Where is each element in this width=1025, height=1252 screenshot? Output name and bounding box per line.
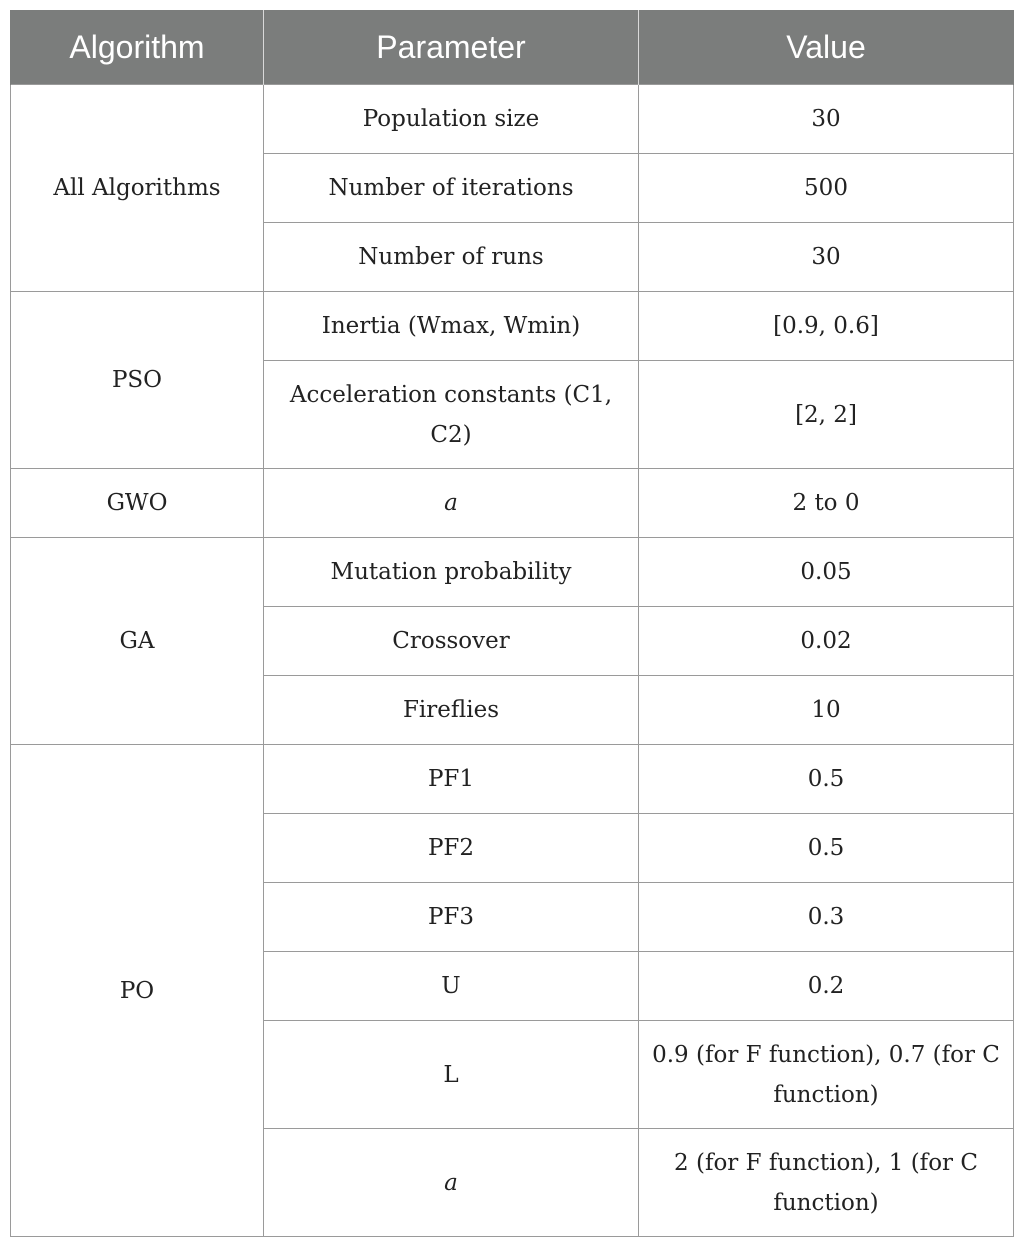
parameter-cell: Number of iterations [264, 154, 639, 223]
parameters-table [10, 10, 1014, 1237]
parameter-cell: Number of runs [264, 223, 639, 292]
parameter-cell: Crossover [264, 607, 639, 676]
algorithm-cell: All Algorithms [11, 85, 264, 292]
header-parameter: Parameter [264, 10, 639, 85]
value-cell: 0.5 [639, 814, 1014, 883]
value-cell: 0.05 [639, 538, 1014, 607]
parameter-cell: PF2 [264, 814, 639, 883]
table-row [11, 745, 1014, 814]
algorithm-cell: GWO [11, 469, 264, 538]
value-cell: 0.5 [639, 745, 1014, 814]
parameter-cell: PF3 [264, 883, 639, 952]
value-cell: 30 [639, 223, 1014, 292]
parameter-cell: a [264, 469, 639, 538]
value-cell: 2 (for F function), 1 (for C function) [639, 1129, 1014, 1237]
header-algorithm: Algorithm [11, 10, 264, 85]
parameter-cell: Mutation probability [264, 538, 639, 607]
value-cell: 500 [639, 154, 1014, 223]
header-row [11, 10, 1014, 85]
parameter-cell: Population size [264, 85, 639, 154]
parameter-cell: Fireflies [264, 676, 639, 745]
parameter-cell: Acceleration constants (C1, C2) [264, 361, 639, 469]
value-cell: 2 to 0 [639, 469, 1014, 538]
value-cell: 0.02 [639, 607, 1014, 676]
value-cell: [2, 2] [639, 361, 1014, 469]
parameter-cell: a [264, 1129, 639, 1237]
value-cell: 0.3 [639, 883, 1014, 952]
value-cell: 30 [639, 85, 1014, 154]
parameter-cell: Inertia (Wmax, Wmin) [264, 292, 639, 361]
table-row [11, 469, 1014, 538]
value-cell: [0.9, 0.6] [639, 292, 1014, 361]
algorithm-cell: GA [11, 538, 264, 745]
header-value: Value [639, 10, 1014, 85]
table-row [11, 538, 1014, 607]
table-row [11, 292, 1014, 361]
value-cell: 0.2 [639, 952, 1014, 1021]
parameter-cell: PF1 [264, 745, 639, 814]
parameter-cell: L [264, 1021, 639, 1129]
algorithm-cell: PSO [11, 292, 264, 469]
parameter-cell: U [264, 952, 639, 1021]
algorithm-cell: PO [11, 745, 264, 1237]
table-row [11, 85, 1014, 154]
value-cell: 0.9 (for F function), 0.7 (for C function) [639, 1021, 1014, 1129]
value-cell: 10 [639, 676, 1014, 745]
